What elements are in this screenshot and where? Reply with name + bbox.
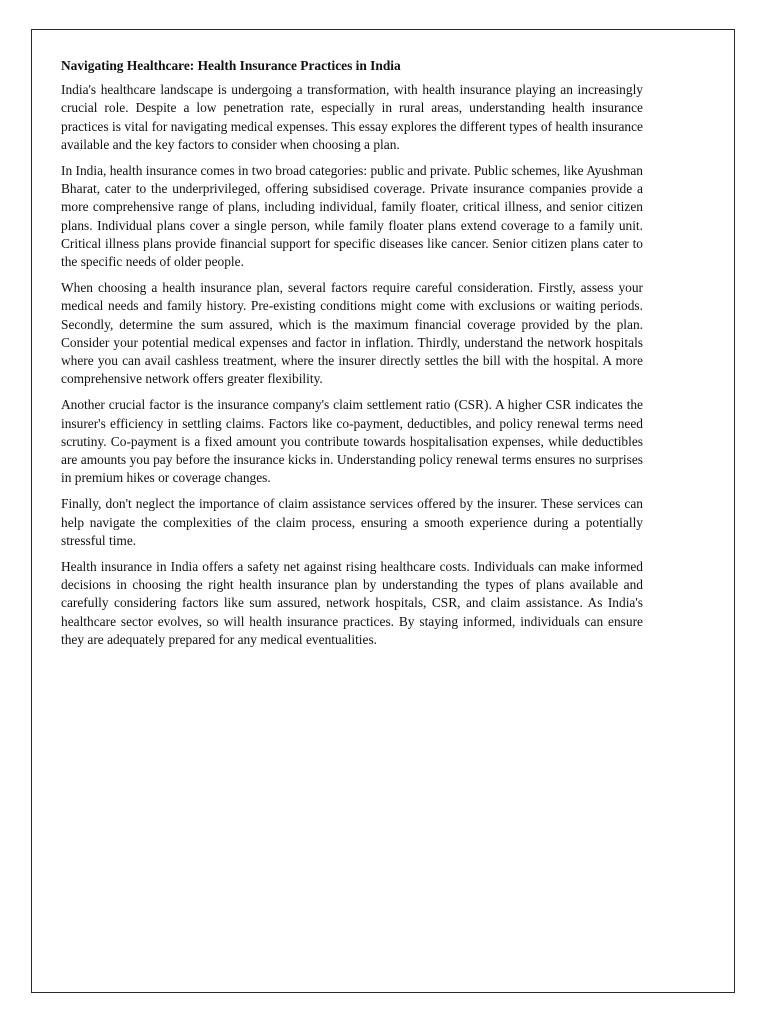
paragraph-claim-settlement: Another crucial factor is the insurance company's claim settlement ratio (CSR). A higher CSR indicates the insurer's efficiency in settling claims. Factors like co-payment, deductibles, and policy renewal terms need scrutiny. Co-payment is a fixed amount you contribute towards hospitalisation expenses, while deductibles are amounts you pay before the insurance kicks in. Understanding policy renewal terms ensures no surprises in premium hikes or coverage changes. xyxy=(61,397,643,486)
paragraph-introduction: India's healthcare landscape is undergoing a transformation, with health insurance playing an increasingly crucial role. Despite a low penetration rate, especially in rural areas, understanding health insurance practices is vital for navigating medical expenses. This essay explores the different types of health insurance available and the key factors to consider when choosing a plan. xyxy=(61,82,643,152)
document-title: Navigating Healthcare: Health Insurance Practices in India xyxy=(61,58,401,73)
paragraph-choosing-factors: When choosing a health insurance plan, several factors require careful consideration. Firstly, assess your medical needs and family history. Pre-existing conditions might come with exclusions or waiting periods. Secondly, determine the sum assured, which is the maximum financial coverage provided by the plan. Consider your potential medical expenses and factor in inflation. Thirdly, understand the network hospitals where you can avail cashless treatment, where the insurer directly settles the bill with the hospital. A more comprehensive network offers greater flexibility. xyxy=(61,280,643,387)
paragraph-conclusion: Health insurance in India offers a safety net against rising healthcare costs. Individuals can make informed decisions in choosing the right health insurance plan by understanding the types of plans available and carefully considering factors like sum assured, network hospitals, CSR, and claim assistance. As India's healthcare sector evolves, so will health insurance practices. By staying informed, individuals can ensure they are adequately prepared for any medical eventualities. xyxy=(61,559,643,647)
paragraph-claim-assistance: Finally, don't neglect the importance of claim assistance services offered by the insurer. These services can help navigate the complexities of the claim process, ensuring a smooth experience during a potentially stressful time. xyxy=(61,496,643,548)
document-body xyxy=(61,57,643,657)
paragraph-insurance-categories: In India, health insurance comes in two broad categories: public and private. Public schemes, like Ayushman Bharat, cater to the underprivileged, offering subsidised coverage. Private insurance companies provide a more comprehensive range of plans, including individual, family floater, critical illness, and senior citizen plans. Individual plans cover a single person, while family floater plans extend coverage to a family unit. Critical illness plans provide financial support for specific diseases like cancer. Senior citizen plans cater to the specific needs of older people. xyxy=(61,163,643,270)
